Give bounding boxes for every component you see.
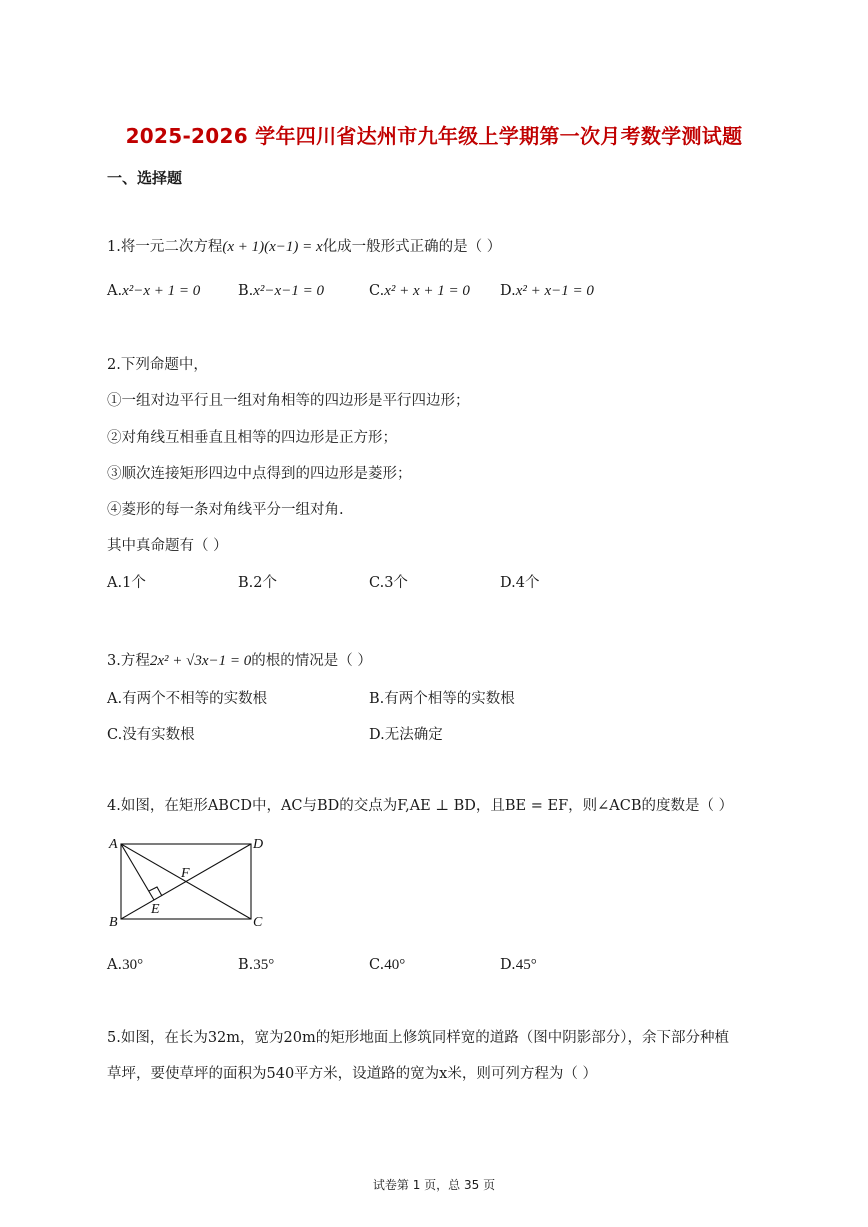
question-5-line-1: 5.如图，在长为32m，宽为20m的矩形地面上修筑同样宽的道路（图中阴影部分），余下部分种植 (107, 1030, 729, 1046)
option-text: 有两个不相等的实数根 (122, 691, 268, 707)
question-3-option-d[interactable] (369, 725, 443, 745)
question-3-option-c[interactable] (107, 725, 195, 745)
option-text: 无法确定 (384, 727, 443, 743)
option-label: B. (238, 957, 254, 973)
question-4-option-c[interactable] (369, 955, 405, 975)
question-2-option-b[interactable] (238, 573, 277, 593)
option-label: B. (238, 283, 254, 299)
option-label: C. (369, 957, 385, 973)
question-2-item-4: ④菱形的每一条对角线平分一组对角. (107, 502, 344, 518)
option-label: B. (238, 575, 254, 591)
option-text: x² + x−1 = 0 (515, 283, 594, 299)
question-2-question: 其中真命题有（ ） (107, 538, 228, 554)
label-e: E (151, 902, 160, 917)
question-1-stem-prefix: 1.将一元二次方程 (107, 239, 223, 255)
question-4-option-b[interactable] (238, 955, 274, 975)
question-2-option-d[interactable] (500, 573, 539, 593)
option-text: 1个 (122, 575, 146, 591)
option-label: A. (107, 691, 123, 707)
question-2-stem: 2.下列命题中， (107, 357, 208, 373)
question-4-stem: 4.如图，在矩形ABCD中，AC与BD的交点为F,AE ⊥ BD，且BE = EF，则∠ACB的度数是（ ） (107, 798, 734, 814)
section-heading: 一、选择题 (107, 169, 183, 187)
question-1-option-c[interactable] (369, 281, 470, 301)
question-3-stem-prefix: 3.方程 (107, 653, 150, 669)
rectangle-figure (104, 832, 274, 932)
option-label: A. (107, 957, 123, 973)
question-4-option-d[interactable] (500, 955, 537, 975)
question-1-stem-suffix: 化成一般形式正确的是（ ） (322, 239, 502, 255)
option-label: D. (500, 957, 516, 973)
label-f: F (181, 866, 190, 881)
question-1-option-d[interactable] (500, 281, 594, 301)
question-2-item-3: ③顺次连接矩形四边中点得到的四边形是菱形； (107, 466, 412, 482)
question-2-item-1: ①一组对边平行且一组对角相等的四边形是平行四边形； (107, 393, 470, 409)
question-4-option-a[interactable] (107, 955, 143, 975)
option-text: 3个 (384, 575, 408, 591)
question-1-stem (107, 237, 501, 257)
option-text: 35° (253, 957, 275, 973)
option-label: A. (107, 575, 123, 591)
option-label: B. (369, 691, 385, 707)
option-text: 45° (515, 957, 537, 973)
question-3-equation: 2x² + √3x−1 = 0 (149, 653, 252, 669)
question-3-option-a[interactable] (107, 689, 267, 709)
option-text: 4个 (515, 575, 540, 591)
option-label: D. (500, 575, 516, 591)
label-c: C (253, 915, 263, 930)
option-label: C. (107, 727, 123, 743)
option-text: 有两个相等的实数根 (384, 691, 515, 707)
option-text: x²−x−1 = 0 (253, 283, 324, 299)
option-text: 40° (384, 957, 406, 973)
option-label: C. (369, 283, 385, 299)
label-a: A (109, 837, 118, 852)
option-text: x² + x + 1 = 0 (384, 283, 470, 299)
option-label: A. (107, 283, 123, 299)
question-2-option-a[interactable] (107, 573, 146, 593)
option-label: C. (369, 575, 385, 591)
question-1-equation: (x + 1)(x−1) = x (222, 239, 323, 255)
question-3-stem-suffix: 的根的情况是（ ） (251, 653, 372, 669)
question-1-option-a[interactable] (107, 281, 200, 301)
page-title: 2025-2026 学年四川省达州市九年级上学期第一次月考数学测试题 (125, 124, 743, 148)
question-2-option-c[interactable] (369, 573, 408, 593)
option-text: 没有实数根 (122, 727, 195, 743)
question-3-option-b[interactable] (369, 689, 515, 709)
option-text: 30° (122, 957, 144, 973)
question-1-option-b[interactable] (238, 281, 324, 301)
question-2-item-2: ②对角线互相垂直且相等的四边形是正方形； (107, 430, 397, 446)
label-b: B (109, 915, 118, 930)
option-text: 2个 (253, 575, 277, 591)
question-5-line-2: 草坪，要使草坪的面积为540平方米，设道路的宽为x米，则可列方程为（ ） (107, 1066, 597, 1082)
option-label: D. (500, 283, 516, 299)
question-3-stem (107, 651, 372, 671)
label-d: D (253, 837, 264, 852)
option-text: x²−x + 1 = 0 (122, 283, 201, 299)
segment-ae (121, 844, 154, 900)
page-footer: 试卷第 1 页，总 35 页 (372, 1178, 496, 1192)
option-label: D. (369, 727, 385, 743)
